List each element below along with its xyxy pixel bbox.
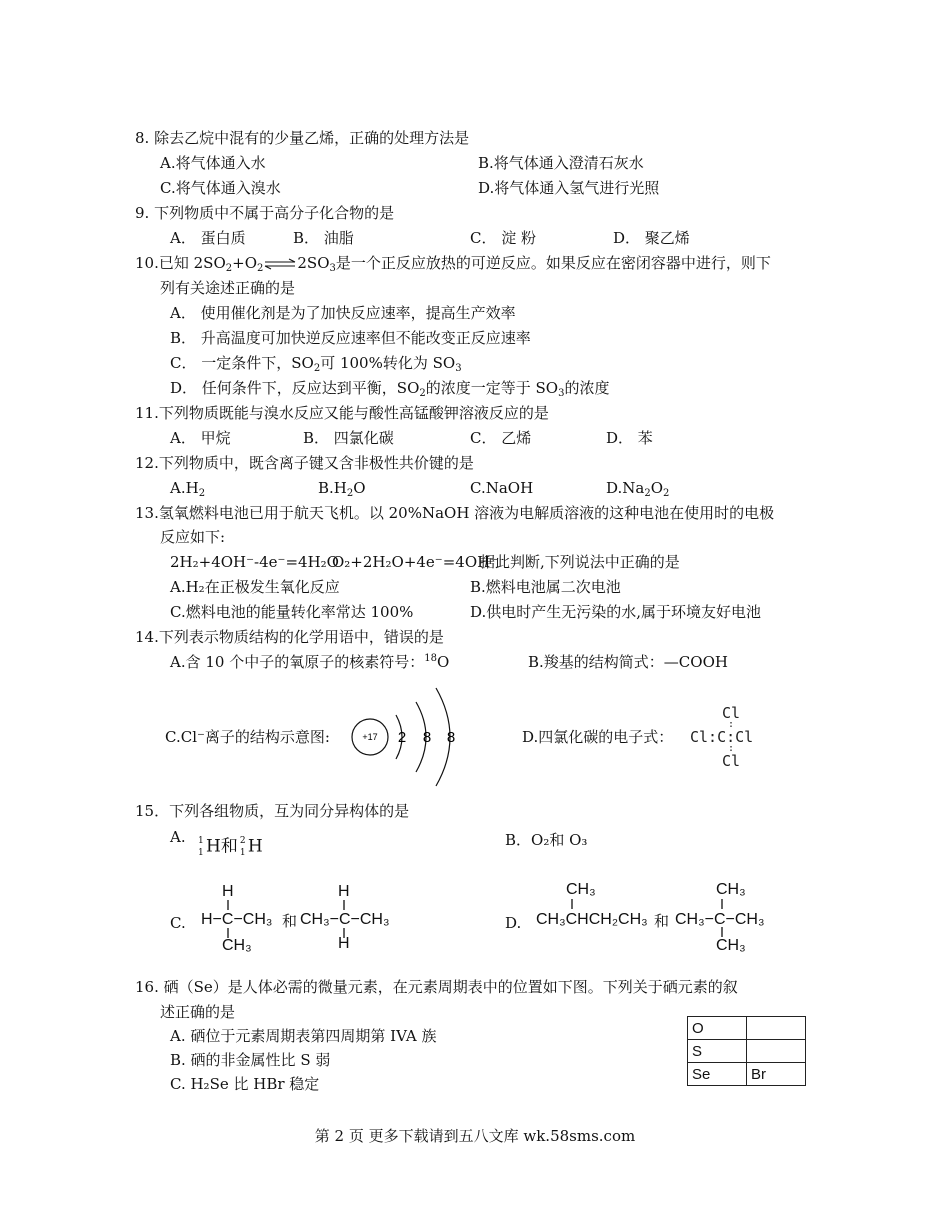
shell-electrons-1: 2 xyxy=(397,729,407,746)
q11-option-c: C． 乙烯 xyxy=(470,429,532,447)
q15-option-b: B．O₂和 O₃ xyxy=(505,831,588,849)
c1-top-h: H xyxy=(222,883,234,900)
q13-equation-2: O₂+2H₂O+4e⁻=4OH⁻ xyxy=(332,553,499,571)
q8-option-c: C.将气体通入溴水 xyxy=(160,179,281,197)
element-cell: O xyxy=(688,1017,747,1040)
ccl4-bottom-cl: Cl xyxy=(722,752,741,770)
q12-option-a: $A.H_2$ xyxy=(170,479,206,499)
q13-option-d: D.供电时产生无污染的水,属于环境友好电池 xyxy=(470,603,762,621)
q14-option-d: D.四氯化碳的电子式： xyxy=(522,728,674,746)
element-cell: Br xyxy=(747,1063,806,1086)
q15-option-d-label: D. xyxy=(505,914,522,932)
q10-option-a: A． 使用催化剂是为了加快反应速率，提高生产效率 xyxy=(170,304,516,322)
q8-option-b: B.将气体通入澄清石灰水 xyxy=(478,154,644,172)
q16-stem: 16. 硒（Se）是人体必需的微量元素，在元素周期表中的位置如下图。下列关于硒元素的叙 xyxy=(135,978,738,996)
q11-option-d: D． 苯 xyxy=(606,429,653,447)
q15-stem: 15．下列各组物质，互为同分异构体的是 xyxy=(135,802,410,820)
c1-main-chain: H−C−CH₃ xyxy=(201,911,273,928)
nucleus-charge: +17 xyxy=(362,732,378,742)
q9-option-c: C． 淀 粉 xyxy=(470,229,537,247)
d1-vertical-bond xyxy=(566,897,578,911)
q12-stem: 12.下列物质中，既含离子键又含非极性共价键的是 xyxy=(135,454,474,472)
q14-stem: 14.下列表示物质结构的化学用语中，错误的是 xyxy=(135,628,444,646)
periodic-row xyxy=(688,1040,806,1063)
q13-equation-1: 2H₂+4OH⁻-4e⁻=4H₂O xyxy=(170,553,339,571)
ccl4-middle-row: Cl:C:Cl xyxy=(690,728,754,746)
shell-electrons-2: 8 xyxy=(422,729,432,746)
q10-option-d: D． 任何条件下，反应达到平衡，$SO_2$的浓度一定等于 $SO_3$的浓度 xyxy=(170,379,610,399)
element-cell: S xyxy=(688,1040,747,1063)
d1-main-chain: CH₃CHCH₂CH₃ xyxy=(536,911,648,928)
page-footer: 第 2 页 更多下载请到五八文库 wk.58sms.com xyxy=(314,1127,636,1145)
q8-option-d: D.将气体通入氢气进行光照 xyxy=(478,179,660,197)
chloride-ion-structure-diagram xyxy=(350,682,470,790)
q15-d-and: 和 xyxy=(654,912,670,930)
shell-electrons-3: 8 xyxy=(446,729,456,746)
c1-bottom-ch3: CH₃ xyxy=(222,937,252,954)
q12-option-c: C.NaOH xyxy=(470,479,534,497)
q10-option-b: B． 升高温度可加快逆反应速率但不能改变正反应速率 xyxy=(170,329,531,347)
q10-stem-line2: 列有关途述正确的是 xyxy=(160,279,296,297)
q9-option-a: A． 蛋白质 xyxy=(170,229,246,247)
q13-stem-line2: 反应如下: xyxy=(160,528,226,546)
d2-top-ch3: CH₃ xyxy=(716,881,746,898)
q15-c-and: 和 xyxy=(282,912,298,930)
q14-option-b: B.羧基的结构简式：—COOH xyxy=(528,653,728,671)
q11-option-a: A． 甲烷 xyxy=(170,429,231,447)
q13-option-b: B.燃料电池属二次电池 xyxy=(470,578,621,596)
ccl4-electron-formula: Cl Cl:C:Cl Cl : : xyxy=(690,704,754,770)
element-cell: Se xyxy=(688,1063,747,1086)
d2-main-chain: CH₃−C−CH₃ xyxy=(675,911,765,928)
q10-option-c: C． 一定条件下，$SO_2$可 100%转化为 $SO_3$ xyxy=(170,354,462,374)
q9-option-d: D． 聚乙烯 xyxy=(613,229,690,247)
c1-vertical-bonds xyxy=(222,898,234,942)
q16-stem-line2: 述正确的是 xyxy=(160,1003,236,1021)
q16-option-a: A. 硒位于元素周期表第四周期第 IVA 族 xyxy=(170,1027,437,1045)
q16-option-b: B. 硒的非金属性比 S 弱 xyxy=(170,1051,331,1069)
c2-main-chain: CH₃−C−CH₃ xyxy=(300,911,390,928)
q14-option-c: C.Cl⁻离子的结构示意图: xyxy=(165,728,330,746)
q9-stem: 9. 下列物质中不属于高分子化合物的是 xyxy=(135,204,395,222)
element-cell xyxy=(747,1017,806,1040)
q11-stem: 11.下列物质既能与溴水反应又能与酸性高锰酸钾溶液反应的是 xyxy=(135,404,549,422)
d2-vertical-bonds xyxy=(716,897,728,941)
q15-option-a: 1 1 H和 2 1 H xyxy=(198,836,263,858)
q13-option-c: C.燃料电池的能量转化率常达 100% xyxy=(170,603,414,621)
q11-option-b: B． 四氯化碳 xyxy=(303,429,394,447)
c2-top-h: H xyxy=(338,883,350,900)
element-cell xyxy=(747,1040,806,1063)
q16-option-c: C. H₂Se 比 HBr 稳定 xyxy=(170,1075,320,1093)
q14-option-a: A.含 10 个中子的氧原子的核素符号：$^{18}$O xyxy=(170,653,450,671)
q8-stem: 8. 除去乙烷中混有的少量乙烯，正确的处理方法是 xyxy=(135,129,470,147)
q12-option-d: $D.Na_2O_2$ xyxy=(606,479,670,499)
q12-option-b: $B.H_2O$ xyxy=(318,479,366,499)
reversible-arrow-icon xyxy=(263,258,297,270)
d1-top-ch3: CH₃ xyxy=(566,881,596,898)
q9-option-b: B． 油脂 xyxy=(293,229,354,247)
c2-bottom-h: H xyxy=(338,935,350,952)
q15-option-c-label: C. xyxy=(170,914,186,932)
q13-stem: 13.氢氧燃料电池已用于航天飞机。以 20%NaOH 溶液为电解质溶液的这种电池在使用时的电极 xyxy=(135,504,775,522)
d2-bottom-ch3: CH₃ xyxy=(716,937,746,954)
periodic-row xyxy=(688,1063,806,1086)
q10-stem: 10.已知 $2SO_2+O_2$ $2SO_3$是一个正反应放热的可逆反应。如果反应在密闭容器中进行，则下 xyxy=(135,254,771,274)
q13-equation-tail: 据此判断,下列说法中正确的是 xyxy=(480,553,680,571)
q8-option-a: A.将气体通入水 xyxy=(160,154,266,172)
ccl4-top-cl: Cl xyxy=(722,704,741,722)
periodic-row xyxy=(688,1017,806,1040)
q15-option-a-label: A. xyxy=(170,828,186,846)
c2-vertical-bonds xyxy=(338,898,350,942)
q13-option-a: A.H₂在正极发生氧化反应 xyxy=(170,578,340,596)
periodic-table-fragment xyxy=(687,1016,806,1086)
